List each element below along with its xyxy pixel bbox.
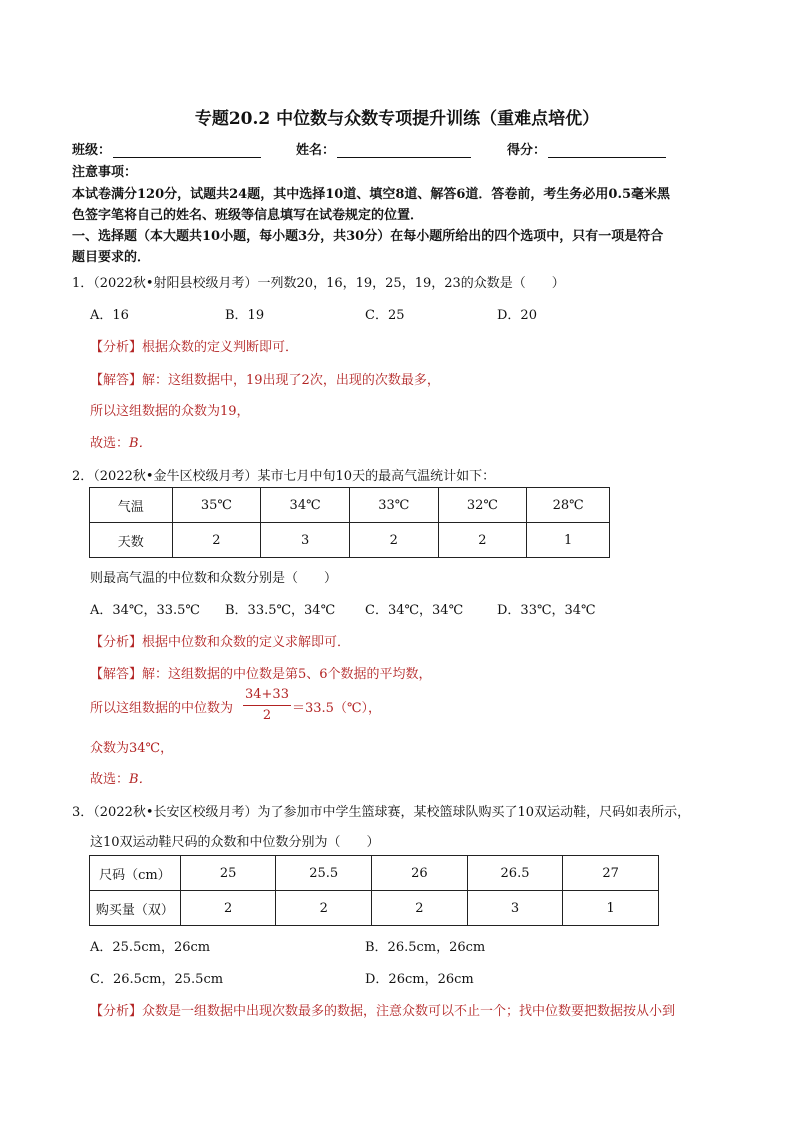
table-row [90, 488, 610, 523]
table-cell: 25 [180, 856, 276, 891]
score-label: 得分： [507, 143, 547, 158]
q2-temperature-table [89, 487, 610, 558]
q1-analysis [90, 336, 298, 355]
class-blank[interactable] [113, 143, 261, 158]
q3-option-d[interactable]: D．26cm，26cm [365, 972, 474, 987]
section-heading-line-2: 题目要求的． [72, 250, 151, 265]
q2-conclusion [90, 768, 152, 787]
q2-question: 则最高气温的中位数和众数分别是（ ） [90, 571, 338, 586]
q1-answer-2: 所以这组数据的众数为19， [90, 404, 250, 419]
table-cell: 33℃ [349, 488, 438, 523]
name-label: 姓名： [296, 143, 336, 158]
table-cell: 32℃ [438, 488, 527, 523]
class-field[interactable] [72, 139, 261, 158]
analysis-tag: 【分析】 [90, 635, 143, 650]
q3-stem-2: 这10双运动鞋尺码的众数和中位数分别为（ ） [90, 835, 380, 850]
q1-option-c[interactable]: C．25 [365, 308, 405, 323]
table-cell: 购买量（双） [90, 891, 181, 926]
section-heading-line-1: 一、选择题（本大题共10小题，每小题3分，共30分）在每小题所给出的四个选项中，只有一项是符合 [72, 229, 664, 244]
q3-stem-1: 3．（2022秋•长安区校级月考）为了参加市中学生篮球赛，某校篮球队购买了10双运动鞋，尺码如表所示， [72, 805, 691, 820]
conclusion-label: 故选： [90, 436, 130, 451]
q2-stem: 2．（2022秋•金牛区校级月考）某市七月中旬10天的最高气温统计如下： [72, 469, 496, 484]
q2-answer-text-1: 解：这组数据的中位数是第5、6个数据的平均数， [142, 667, 432, 682]
score-field[interactable] [507, 139, 666, 158]
class-label: 班级： [72, 143, 112, 158]
table-cell: 天数 [90, 523, 173, 558]
q2-analysis-text: 根据中位数和众数的定义求解即可． [142, 635, 351, 650]
table-cell: 2 [172, 523, 261, 558]
q2-answer-3: 众数为34℃， [90, 741, 174, 756]
table-cell: 1 [527, 523, 610, 558]
q2-answer-1 [90, 663, 432, 682]
page-title: 专题20.2 中位数与众数专项提升训练（重难点培优） [194, 109, 600, 129]
table-cell: 1 [563, 891, 659, 926]
q1-option-d[interactable]: D．20 [497, 308, 537, 323]
q1-analysis-text: 根据众数的定义判断即可． [142, 340, 299, 355]
q2-analysis [90, 631, 350, 650]
q3-analysis [90, 1000, 675, 1019]
name-blank[interactable] [337, 143, 471, 158]
q3-option-b[interactable]: B．26.5cm，26cm [365, 940, 486, 955]
q2-option-b[interactable]: B．33.5℃，34℃ [225, 603, 336, 618]
table-row [90, 523, 610, 558]
q3-option-a[interactable]: A．25.5cm，26cm [90, 940, 211, 955]
notes-line-1: 本试卷满分120分，试题共24题，其中选择10道、填空8道、解答6道．答卷前，考生务必用0.5毫米黑 [72, 187, 671, 202]
q1-option-a[interactable]: A．16 [90, 308, 129, 323]
table-cell: 气温 [90, 488, 173, 523]
analysis-tag: 【分析】 [90, 1004, 143, 1019]
q1-conclusion [90, 432, 152, 451]
q2-answer-2-suffix: ＝33.5（℃）， [292, 701, 381, 716]
q2-answer-2-prefix: 所以这组数据的中位数为 [90, 701, 234, 716]
table-cell: 2 [438, 523, 527, 558]
table-cell: 2 [372, 891, 468, 926]
q2-option-c[interactable]: C．34℃，34℃ [365, 603, 464, 618]
table-cell: 3 [261, 523, 350, 558]
table-cell: 34℃ [261, 488, 350, 523]
table-cell: 2 [349, 523, 438, 558]
q1-stem: 1．（2022秋•射阳县校级月考）一列数20，16，19，25，19，23的众数是（ ） [72, 276, 565, 291]
fraction-denominator: 2 [262, 708, 272, 723]
q3-analysis-text: 众数是一组数据中出现次数最多的数据，注意众数可以不止一个；找中位数要把数据按从小到 [142, 1004, 676, 1019]
table-row [90, 891, 659, 926]
table-cell: 3 [467, 891, 563, 926]
table-cell: 28℃ [527, 488, 610, 523]
analysis-tag: 【分析】 [90, 340, 143, 355]
q3-size-table [89, 855, 659, 926]
notes-heading: 注意事项： [72, 165, 138, 180]
q3-option-c[interactable]: C．26.5cm，25.5cm [90, 972, 224, 987]
answer-tag: 【解答】 [90, 373, 143, 388]
conclusion-label: 故选： [90, 772, 130, 787]
table-cell: 27 [563, 856, 659, 891]
table-cell: 25.5 [276, 856, 372, 891]
table-cell: 2 [276, 891, 372, 926]
q2-option-a[interactable]: A．34℃，33.5℃ [90, 603, 200, 618]
q1-answer-1 [90, 369, 440, 388]
q1-answer-text-1: 解：这组数据中，19出现了2次，出现的次数最多， [142, 373, 440, 388]
table-row [90, 856, 659, 891]
conclusion-value: B． [129, 772, 152, 787]
fraction-numerator: 34+33 [245, 687, 289, 702]
table-cell: 26.5 [467, 856, 563, 891]
table-cell: 尺码（cm） [90, 856, 181, 891]
q1-option-b[interactable]: B．19 [225, 308, 265, 323]
q2-option-d[interactable]: D．33℃，34℃ [497, 603, 596, 618]
table-cell: 26 [372, 856, 468, 891]
name-field[interactable] [296, 139, 471, 158]
answer-tag: 【解答】 [90, 667, 143, 682]
fraction-bar [243, 705, 291, 706]
score-blank[interactable] [548, 143, 666, 158]
notes-line-2: 色签字笔将自己的姓名、班级等信息填写在试卷规定的位置． [72, 208, 424, 223]
table-cell: 35℃ [172, 488, 261, 523]
table-cell: 2 [180, 891, 276, 926]
conclusion-value: B． [129, 436, 152, 451]
